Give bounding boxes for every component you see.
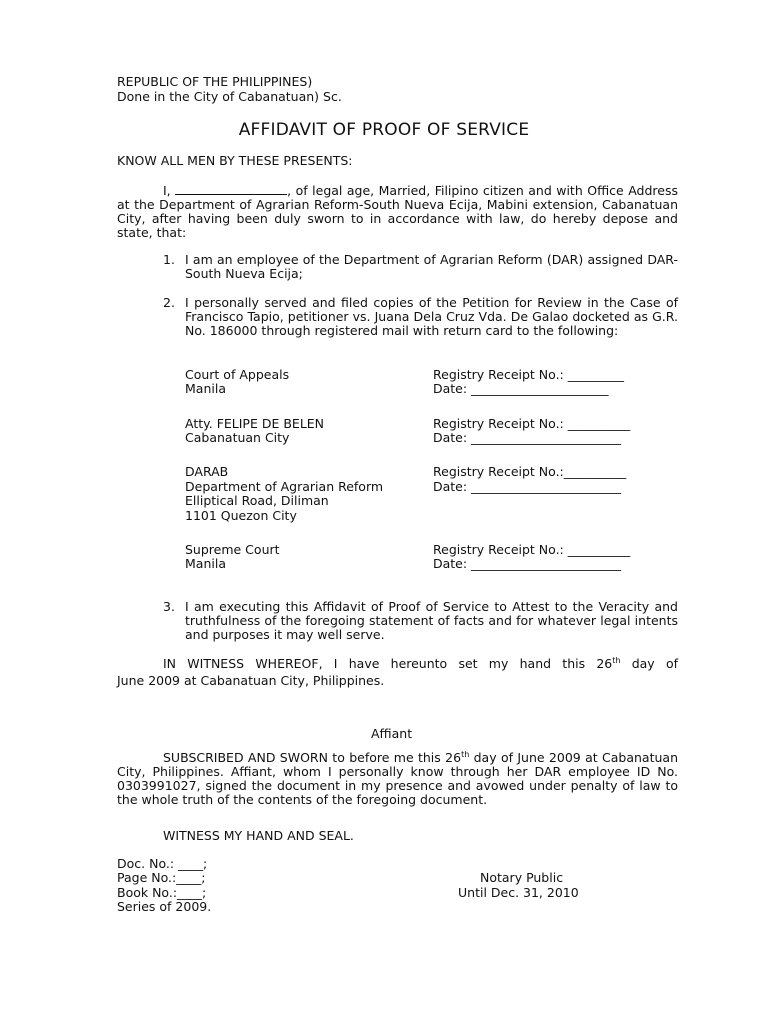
opening-line: KNOW ALL MEN BY THESE PRESENTS: <box>117 153 353 168</box>
date-field: Date: ________________________ <box>433 479 622 494</box>
item-text: I am an employee of the Department of Agrarian Reform (DAR) assigned DAR-South Nueva Ecija; <box>185 252 678 281</box>
document-title: AFFIDAVIT OF PROOF OF SERVICE <box>238 120 530 140</box>
recipient-line: DARAB <box>185 464 229 479</box>
recipient-line: Elliptical Road, Diliman <box>185 493 329 508</box>
item-number: 2. <box>163 295 175 310</box>
witness-line <box>117 657 678 671</box>
witness-text: IN WITNESS WHEREOF, I have hereunto set my hand this 26 <box>163 656 613 671</box>
recipient-line: 1101 Quezon City <box>185 508 297 523</box>
jurat-paragraph <box>117 751 678 807</box>
notary-commission: Until Dec. 31, 2010 <box>458 885 579 900</box>
date-field: Date: ______________________ <box>433 381 609 396</box>
recipient-line: Manila <box>185 556 226 571</box>
registry-receipt-field: Registry Receipt No.: _________ <box>433 367 624 382</box>
recipient-line: Supreme Court <box>185 542 280 557</box>
witness-ordinal: th <box>612 655 621 665</box>
item-text: I personally served and filed copies of the Petition for Review in the Case of Francisco Tapio, petitioner vs. Juana Dela Cruz Vda. De Galao docketed as G.R. No. 186000 through registered mail with return card to the following: <box>185 295 678 338</box>
jurat-text-rest: Cabanatuan City, Philippines. Affiant, whom I personally know through her DAR employee ID No. 0303991027, signed the document in my presence and avowed under penalty of law to the whole truth of the contents of the foregoing document. <box>117 750 678 807</box>
book-no: Book No.:____; <box>117 885 207 900</box>
page-no: Page No.:____; <box>117 870 206 885</box>
intro-text: , of legal age, Married, Filipino citizen and with Office Address at the Department of Agrarian Reform-South Nueva Ecija, Mabini extension, Cabanatuan City, after having been duly sworn to in accordance with law, do hereby depose and state, that: <box>117 183 678 240</box>
witness-text-end: day of <box>620 656 678 671</box>
date-field: Date: ________________________ <box>433 430 622 445</box>
registry-receipt-field: Registry Receipt No.:__________ <box>433 464 627 479</box>
name-blank <box>175 183 287 195</box>
header-city: Done in the City of Cabanatuan) Sc. <box>117 89 342 104</box>
jurat-text-mid: day of June 2009 at <box>469 750 598 765</box>
series: Series of 2009. <box>117 899 212 914</box>
recipient-line: Atty. FELIPE DE BELEN <box>185 416 325 431</box>
intro-prefix: I, <box>163 183 171 198</box>
recipient-line: Cabanatuan City <box>185 430 290 445</box>
recipient-line: Department of Agrarian Reform <box>185 479 384 494</box>
registry-receipt-field: Registry Receipt No.: __________ <box>433 416 631 431</box>
item-text: I am executing this Affidavit of Proof of Service to Attest to the Veracity and truthfulness of the foregoing statement of facts and for whatever legal intents and purposes it may well serve. <box>185 599 678 642</box>
date-field: Date: ________________________ <box>433 556 622 571</box>
affiant-label: Affiant <box>371 726 413 741</box>
registry-receipt-field: Registry Receipt No.: __________ <box>433 542 631 557</box>
recipient-line: Manila <box>185 381 226 396</box>
seal-line: WITNESS MY HAND AND SEAL. <box>163 828 354 843</box>
jurat-ordinal: th <box>461 749 470 759</box>
recipient-line: Court of Appeals <box>185 367 290 382</box>
witness-date-line: June 2009 at Cabanatuan City, Philippines. <box>117 673 385 688</box>
item-number: 3. <box>163 599 175 614</box>
header-republic: REPUBLIC OF THE PHILIPPINES) <box>117 74 313 89</box>
item-number: 1. <box>163 252 175 267</box>
notary-public-label: Notary Public <box>480 870 564 885</box>
jurat-text: SUBSCRIBED AND SWORN to before me this 26 <box>163 750 462 765</box>
doc-no: Doc. No.: ____; <box>117 856 208 871</box>
intro-paragraph <box>117 183 678 240</box>
